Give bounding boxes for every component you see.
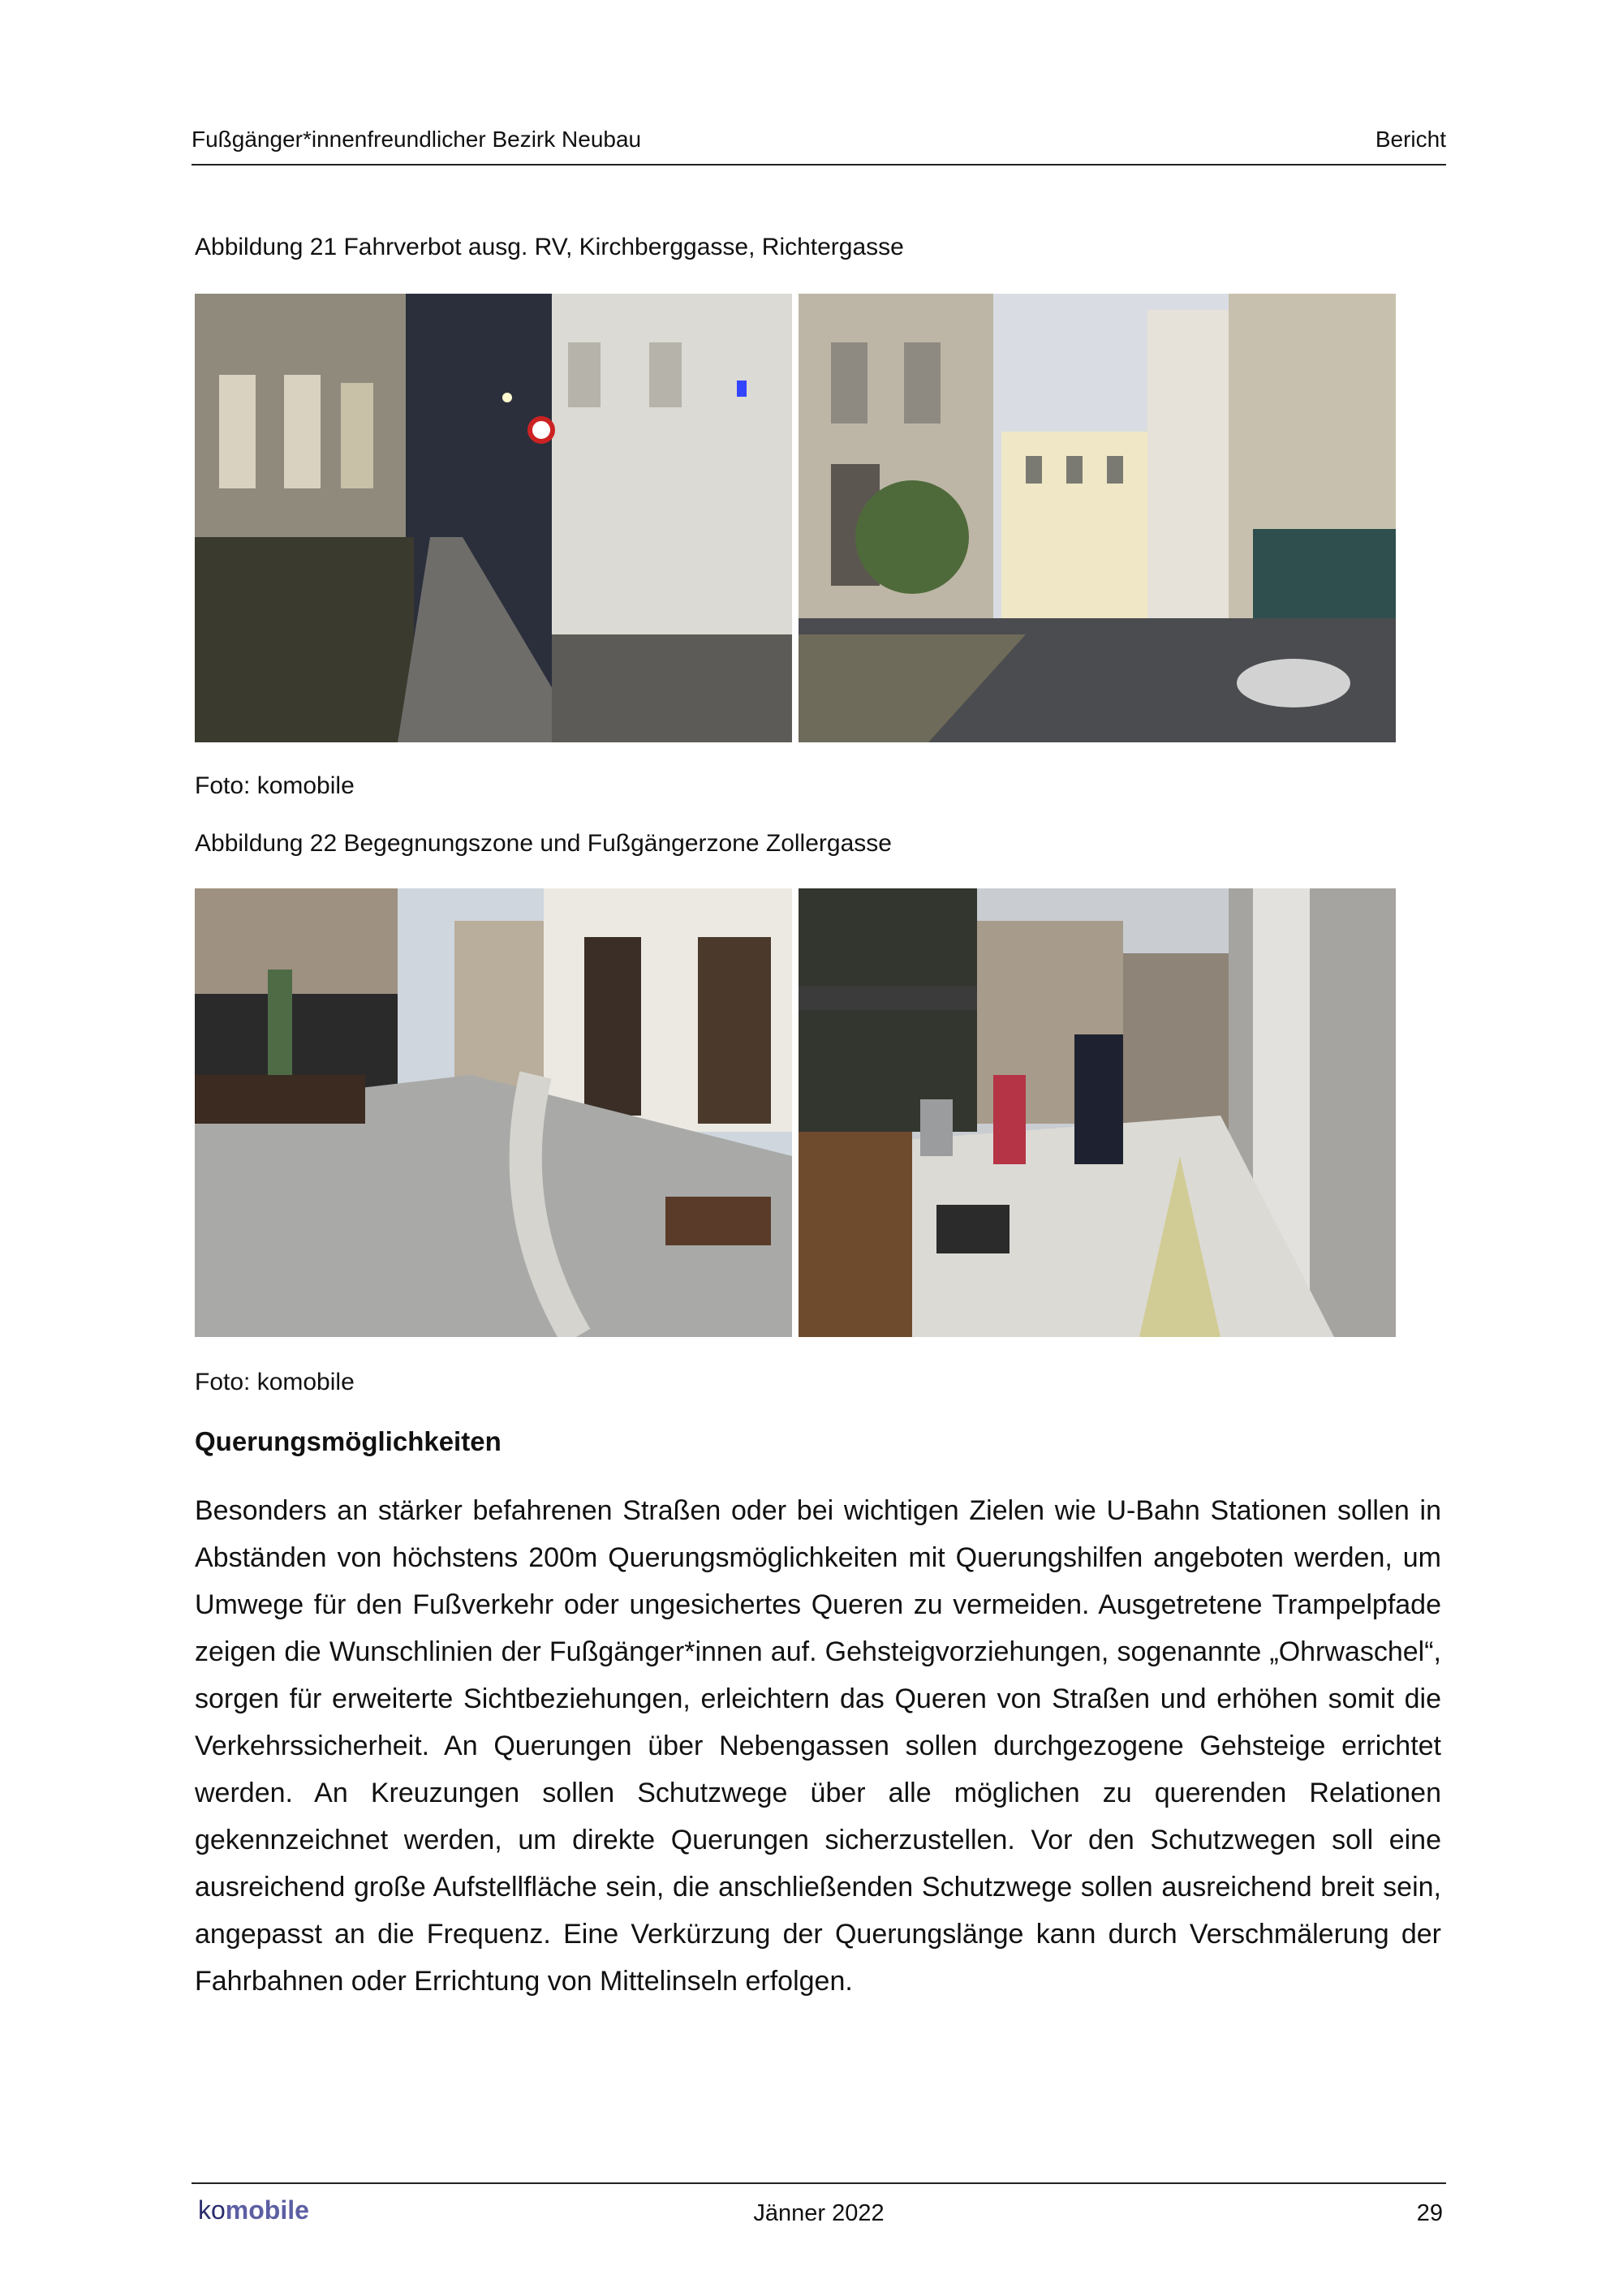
section-heading: Querungsmöglichkeiten xyxy=(195,1426,502,1456)
logo-mobile: mobile xyxy=(225,2195,309,2225)
section-label: Bericht xyxy=(1375,127,1446,152)
body-paragraph: Besonders an stärker befahrenen Straßen oder bei wichtigen Zielen wie U-Bahn Stationen sollen in Abständen von höchstens 200m Querungsmöglichkeiten mit Querungshilfen angeboten werden, um Umwege für den Fußverkehr oder ungesichertes Queren zu vermeiden. Ausgetretene Trampelpfade zeigen die Wunschlinien der Fußgänger*innen auf. Gehsteigvorziehungen, sogenannte „Ohrwaschel“, sorgen für erweiterte Sichtbeziehungen, erleichtern das Queren von Straßen und erhöhen somit die Verkehrssicherheit. An Querungen über Nebengassen sollen durchgezogene Gehsteige errichtet werden. An Kreuzungen sollen Schutzwege über alle möglichen zu querenden Relationen gekennzeichnet werden, um direkte Querungen sicherzustellen. Vor den Schutzwegen soll eine ausreichend große Aufstellfläche sein, die anschließenden Schutzwege sollen ausreichend breit sein, angepasst an die Frequenz. Eine Verkürzung der Querungslänge kann durch Verschmälerung der Fahrbahnen oder Errichtung von Mittelinseln erfolgen. xyxy=(195,1495,1441,1997)
photo-encounter-zone xyxy=(195,888,792,1337)
photo-pedestrian-zone xyxy=(799,888,1396,1337)
logo-ko: ko xyxy=(198,2195,226,2225)
section-body xyxy=(195,1487,1441,2005)
figure-22-photos xyxy=(195,888,1396,1337)
footer-date: Jänner 2022 xyxy=(753,2200,885,2226)
page-header xyxy=(192,122,1446,166)
page-footer xyxy=(192,2182,1446,2226)
document-title: Fußgänger*innenfreundlicher Bezirk Neubau xyxy=(192,127,642,152)
figure-22-caption: Abbildung 22 Begegnungszone und Fußgängerzone Zollergasse xyxy=(195,830,892,857)
photo-night-street xyxy=(195,294,792,742)
photo-day-street xyxy=(799,294,1396,742)
figure-21-credit: Foto: komobile xyxy=(195,772,355,799)
figure-22-credit: Foto: komobile xyxy=(195,1369,355,1395)
figure-21-photos xyxy=(195,294,1396,742)
figure-21-caption: Abbildung 21 Fahrverbot ausg. RV, Kirchberggasse, Richtergasse xyxy=(195,234,904,260)
page-number: 29 xyxy=(1416,2200,1443,2226)
